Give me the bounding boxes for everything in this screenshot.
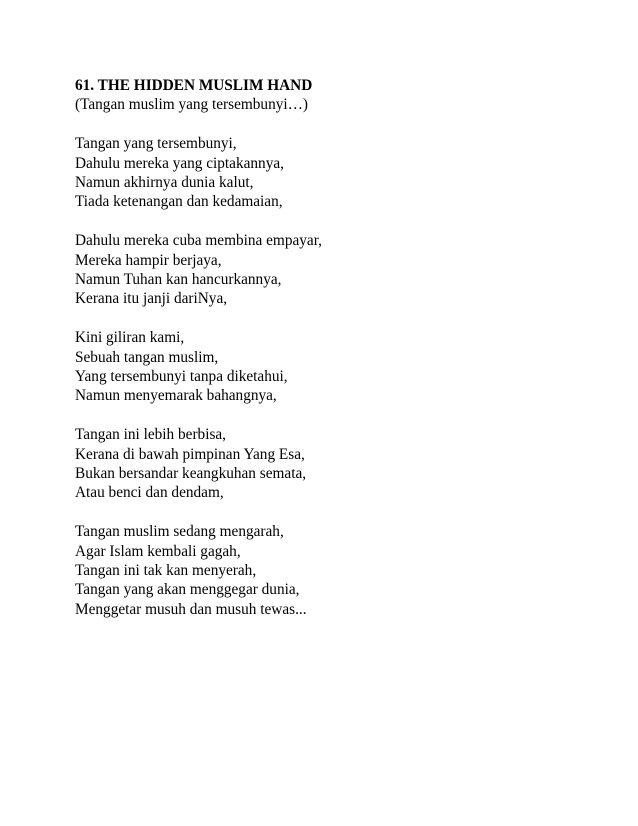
poem-line: Tangan yang akan menggegar dunia, <box>75 581 300 599</box>
poem-line: Mereka hampir berjaya, <box>75 251 222 269</box>
stanza-4 <box>75 425 575 503</box>
poem-line: Namun Tuhan kan hancurkannya, <box>75 271 282 289</box>
poem-line: Kerana itu janji dariNya, <box>75 290 228 308</box>
poem-body <box>75 76 575 619</box>
poem-line: Namun menyemarak bahangnya, <box>75 387 277 405</box>
poem-line: Sebuah tangan muslim, <box>75 348 219 366</box>
poem-title: 61. THE HIDDEN MUSLIM HAND <box>75 77 313 94</box>
stanza-5 <box>75 522 575 619</box>
stanza-3 <box>75 328 575 406</box>
stanza-1 <box>75 134 575 212</box>
poem-line: Kerana di bawah pimpinan Yang Esa, <box>75 445 305 463</box>
poem-line: Tiada ketenangan dan kedamaian, <box>75 193 283 211</box>
poem-line: Menggetar musuh dan musuh tewas... <box>75 600 307 618</box>
poem-line: Namun akhirnya dunia kalut, <box>75 174 254 192</box>
poem-line: Tangan ini tak kan menyerah, <box>75 562 257 580</box>
poem-line: Kini giliran kami, <box>75 329 185 347</box>
poem-line: Yang tersembunyi tanpa diketahui, <box>75 368 288 386</box>
poem-subtitle: (Tangan muslim yang tersembunyi…) <box>75 96 309 114</box>
poem-line: Bukan bersandar keangkuhan semata, <box>75 465 307 483</box>
poem-line: Tangan ini lebih berbisa, <box>75 426 227 444</box>
poem-line: Tangan yang tersembunyi, <box>75 135 237 153</box>
poem-line: Tangan muslim sedang mengarah, <box>75 523 284 541</box>
poem-line: Agar Islam kembali gagah, <box>75 542 241 560</box>
poem-line: Dahulu mereka cuba membina empayar, <box>75 232 323 250</box>
poem-line: Dahulu mereka yang ciptakannya, <box>75 154 284 172</box>
poem-line: Atau benci dan dendam, <box>75 484 224 502</box>
stanza-2 <box>75 231 575 309</box>
